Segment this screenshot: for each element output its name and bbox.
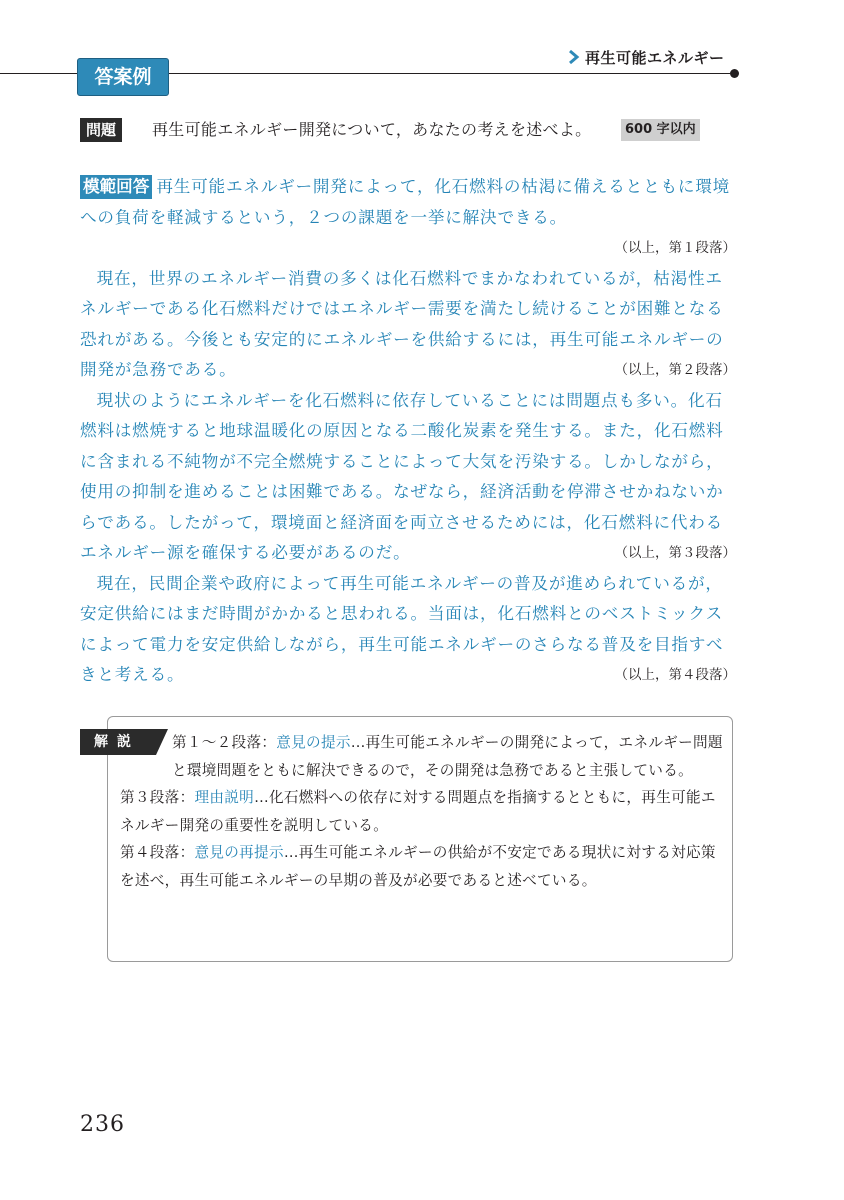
answer-example-tab: 答案例 bbox=[77, 58, 169, 96]
model-answer bbox=[80, 172, 736, 691]
answer-paragraph-text: 現状のようにエネルギーを化石燃料に依存していることには問題点も多い。化石燃料は燃焼すると地球温暖化の原因となる二酸化炭素を発生する。また，化石燃料に含まれる不純物が不完全燃焼することによって大気を汚染する。しかしながら，使用の抑制を進めることは困難である。なぜなら，経済活動を停滞させかねないからである。したがって，環境面と経済面を両立させるためには，化石燃料に代わるエネルギー源を確保する必要があるのだ。 bbox=[80, 390, 724, 562]
answer-paragraph-3 bbox=[80, 386, 736, 569]
commentary-item-2 bbox=[120, 784, 724, 839]
section-title: 再生可能エネルギー bbox=[585, 49, 725, 67]
commentary-label: 解 説 bbox=[94, 734, 133, 750]
commentary-keyword: 意見の提示 bbox=[276, 734, 351, 751]
question-text: 再生可能エネルギー開発について，あなたの考えを述べよ。 bbox=[152, 120, 592, 139]
model-answer-label: 模範回答 bbox=[80, 175, 152, 199]
commentary-item-3 bbox=[120, 839, 724, 894]
commentary-item-head: 第１～２段落： bbox=[172, 734, 277, 751]
paragraph-note: （以上，第３段落） bbox=[614, 545, 736, 561]
paragraph-note: （以上，第１段落） bbox=[614, 240, 736, 256]
commentary-item-body: …化石燃料への依存に対する問題点を指摘するとともに，再生可能エネルギー開発の重要性を説明している。 bbox=[120, 789, 716, 834]
answer-paragraph-text: 現在，民間企業や政府によって再生可能エネルギーの普及が進められているが，安定供給にはまだ時間がかかると思われる。当面は，化石燃料とのベストミックスによって電力を安定供給しながら，再生可能エネルギーのさらなる普及を目指すべきと考える。 bbox=[80, 573, 724, 684]
commentary-keyword: 意見の再提示 bbox=[194, 844, 284, 861]
page-number: 236 bbox=[80, 1112, 125, 1137]
commentary-item-body: …再生可能エネルギーの供給が不安定である現状に対する対応策を述べ，再生可能エネルギーの早期の普及が必要であると述べている。 bbox=[120, 844, 716, 889]
commentary-keyword: 理由説明 bbox=[194, 789, 255, 806]
paragraph-note: （以上，第４段落） bbox=[614, 667, 736, 683]
answer-paragraph-4 bbox=[80, 569, 736, 691]
answer-paragraph-text: 現在，世界のエネルギー消費の多くは化石燃料でまかなわれているが，枯渇性エネルギーである化石燃料だけではエネルギー需要を満たし続けることが困難となる恐れがある。今後とも安定的にエネルギーを供給するには，再生可能エネルギーの開発が急務である。 bbox=[80, 268, 724, 379]
answer-paragraph-text: 再生可能エネルギー開発によって，化石燃料の枯渇に備えるとともに環境への負荷を軽減するという，２つの課題を一挙に解決できる。 bbox=[80, 177, 731, 227]
commentary-item-1 bbox=[120, 729, 724, 784]
chevron-right-icon bbox=[566, 49, 582, 65]
character-limit-badge: 600 字以内 bbox=[621, 119, 700, 141]
header-rule-dot bbox=[730, 69, 739, 78]
commentary-item-head: 第４段落： bbox=[120, 844, 195, 861]
commentary-item-body: …再生可能エネルギーの開発によって，エネルギー問題と環境問題をともに解決できるので，その開発は急務であると主張している。 bbox=[172, 734, 723, 779]
commentary-text bbox=[120, 729, 724, 894]
commentary-item-head: 第３段落： bbox=[120, 789, 195, 806]
question-label: 問題 bbox=[80, 118, 122, 142]
paragraph-note: （以上，第２段落） bbox=[614, 362, 736, 378]
answer-paragraph-1 bbox=[80, 172, 736, 256]
answer-paragraph-2 bbox=[80, 264, 736, 386]
